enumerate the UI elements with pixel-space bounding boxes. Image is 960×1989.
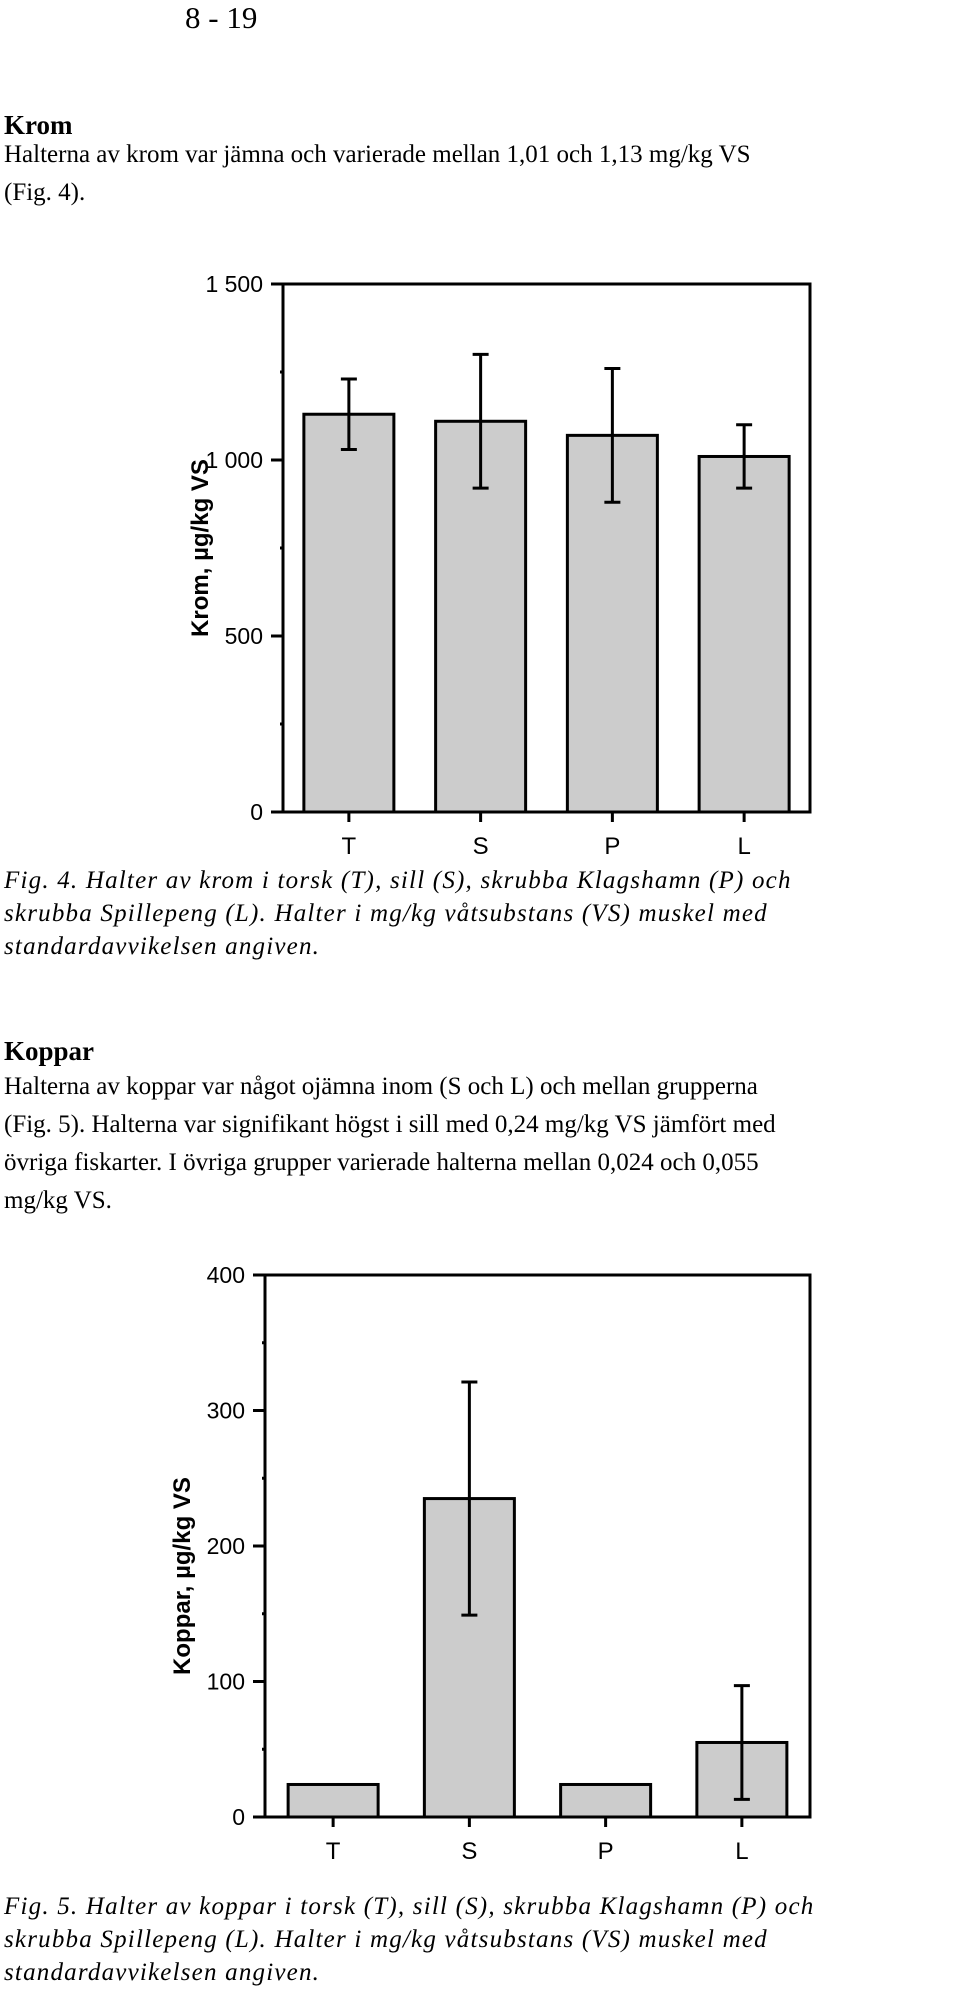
- y-tick-label: 400: [206, 1262, 245, 1288]
- x-tick-label: P: [604, 833, 621, 860]
- page-number: 8 - 19: [185, 0, 258, 35]
- x-tick-label: P: [597, 1838, 614, 1865]
- bar-T: [288, 1784, 378, 1817]
- x-tick-label: L: [737, 833, 751, 860]
- y-axis-label: Koppar, µg/kg VS: [169, 1477, 196, 1675]
- x-tick-label: L: [735, 1838, 749, 1865]
- x-tick-label: S: [472, 833, 489, 860]
- caption-line: Fig. 5. Halter av koppar i torsk (T), sill (S), skrubba Klagshamn (P) och: [4, 1893, 815, 1920]
- figure-caption-4: [4, 864, 792, 963]
- y-tick-label: 100: [206, 1668, 245, 1695]
- y-tick-label: 1 000: [205, 447, 263, 473]
- x-tick-label: S: [461, 1838, 478, 1865]
- paragraph-line: Halterna av koppar var något ojämna inom (S och L) och mellan grupperna: [4, 1073, 758, 1100]
- figure-caption-5: [4, 1890, 814, 1989]
- chart-koppar: [0, 1245, 960, 1875]
- y-tick-label: 200: [206, 1533, 245, 1559]
- plot-frame: [265, 1275, 810, 1817]
- caption-line: standardavvikelsen angiven.: [4, 933, 321, 960]
- y-tick-label: 0: [250, 799, 263, 825]
- paragraph-line: övriga fiskarter. I övriga grupper varierade halterna mellan 0,024 och 0,055: [4, 1149, 759, 1176]
- y-tick-label: 1 500: [205, 271, 263, 297]
- bar-T: [304, 414, 394, 812]
- caption-line: Fig. 4. Halter av krom i torsk (T), sill (S), skrubba Klagshamn (P) och: [4, 867, 792, 894]
- y-tick-label: 0: [232, 1804, 245, 1830]
- bar-L: [699, 456, 789, 812]
- y-tick-label: 500: [224, 623, 263, 649]
- x-tick-label: T: [325, 1838, 341, 1865]
- caption-line: skrubba Spillepeng (L). Halter i mg/kg våtsubstans (VS) muskel med: [4, 1926, 768, 1953]
- chart-krom: [0, 200, 960, 860]
- caption-line: standardavvikelsen angiven.: [4, 1959, 321, 1986]
- y-axis-label: Krom, µg/kg VS: [187, 459, 214, 637]
- caption-line: skrubba Spillepeng (L). Halter i mg/kg våtsubstans (VS) muskel med: [4, 900, 768, 927]
- paragraph-line: (Fig. 5). Halterna var signifikant högst i sill med 0,24 mg/kg VS jämfört med: [4, 1111, 776, 1138]
- x-tick-label: T: [341, 833, 357, 860]
- y-tick-label: 300: [206, 1397, 245, 1424]
- paragraph-line: Halterna av krom var jämna och varierade mellan 1,01 och 1,13 mg/kg VS: [4, 141, 751, 168]
- section-heading-koppar: Koppar: [4, 1036, 95, 1066]
- section-heading-krom: Krom: [4, 110, 73, 140]
- paragraph-koppar: [4, 1068, 776, 1220]
- paragraph-line: (Fig. 4).: [4, 179, 86, 206]
- bar-P: [561, 1784, 651, 1817]
- paragraph-line: mg/kg VS.: [4, 1187, 112, 1214]
